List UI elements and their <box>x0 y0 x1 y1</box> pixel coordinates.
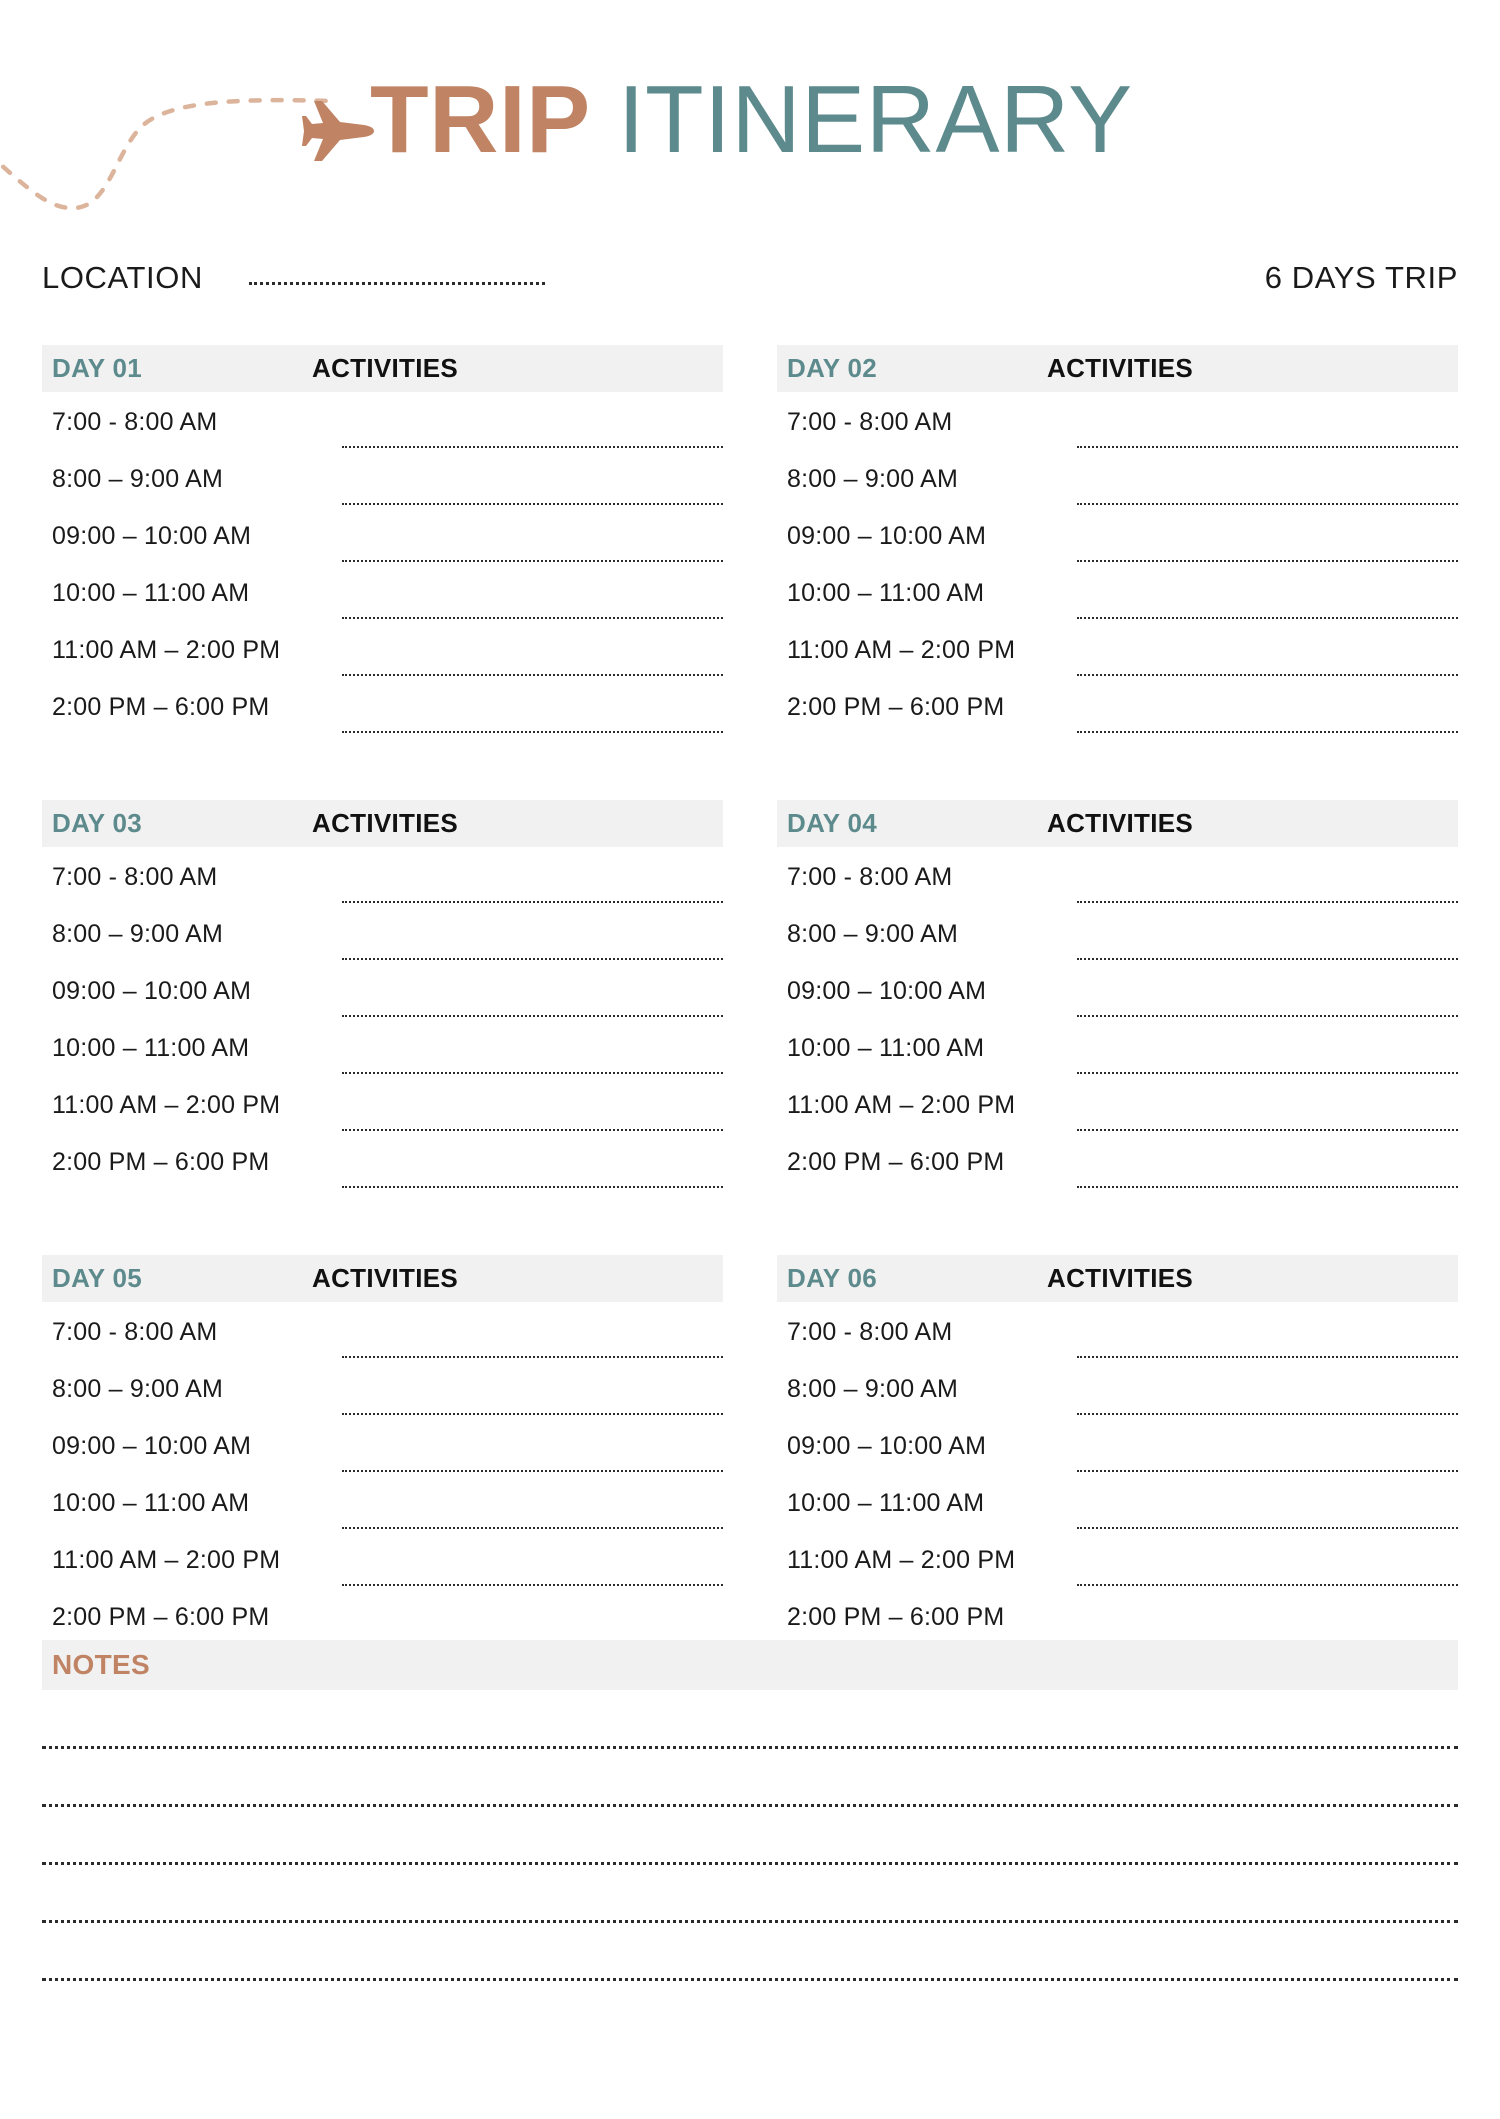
activity-input[interactable] <box>342 446 723 448</box>
time-row <box>777 971 1458 1028</box>
activity-input[interactable] <box>1077 1072 1458 1074</box>
time-row <box>42 1085 723 1142</box>
day-header <box>42 1255 723 1302</box>
day-label: DAY 02 <box>787 353 877 383</box>
time-label: 8:00 – 9:00 AM <box>52 465 223 493</box>
time-label: 11:00 AM – 2:00 PM <box>52 636 281 664</box>
day-header <box>777 800 1458 847</box>
notes-title: NOTES <box>52 1649 150 1680</box>
time-row <box>42 1312 723 1369</box>
activities-label: ACTIVITIES <box>1047 1263 1194 1293</box>
time-label: 7:00 - 8:00 AM <box>52 408 218 436</box>
time-label: 09:00 – 10:00 AM <box>787 977 987 1005</box>
time-row <box>42 630 723 687</box>
day-block <box>42 345 723 744</box>
time-label: 7:00 - 8:00 AM <box>52 1318 218 1346</box>
day-label: DAY 05 <box>52 1263 142 1293</box>
time-label: 09:00 – 10:00 AM <box>52 1432 252 1460</box>
activity-input[interactable] <box>342 958 723 960</box>
time-label: 11:00 AM – 2:00 PM <box>52 1091 281 1119</box>
time-rows <box>42 1302 723 1654</box>
activity-input[interactable] <box>342 1186 723 1188</box>
activities-label: ACTIVITIES <box>1047 353 1194 383</box>
time-label: 11:00 AM – 2:00 PM <box>787 1091 1016 1119</box>
time-label: 09:00 – 10:00 AM <box>52 522 252 550</box>
time-row <box>42 914 723 971</box>
notes-input-line[interactable] <box>42 1746 1458 1749</box>
time-label: 7:00 - 8:00 AM <box>787 863 953 891</box>
activity-input[interactable] <box>1077 901 1458 903</box>
time-rows <box>42 392 723 744</box>
activity-input[interactable] <box>342 1527 723 1529</box>
time-row <box>42 971 723 1028</box>
time-label: 11:00 AM – 2:00 PM <box>52 1546 281 1574</box>
time-rows <box>42 847 723 1199</box>
day-block <box>777 1255 1458 1654</box>
day-header <box>42 345 723 392</box>
day-grid <box>42 345 1458 1654</box>
activity-input[interactable] <box>342 560 723 562</box>
activity-input[interactable] <box>342 1413 723 1415</box>
time-row <box>777 687 1458 744</box>
time-row <box>777 857 1458 914</box>
time-row <box>42 1426 723 1483</box>
day-block <box>42 1255 723 1654</box>
activity-input[interactable] <box>1077 560 1458 562</box>
page-title <box>370 66 1133 173</box>
day-block <box>42 800 723 1199</box>
activities-label: ACTIVITIES <box>312 353 459 383</box>
day-header <box>777 345 1458 392</box>
activity-input[interactable] <box>342 1072 723 1074</box>
activity-input[interactable] <box>1077 731 1458 733</box>
activity-input[interactable] <box>342 1129 723 1131</box>
time-label: 11:00 AM – 2:00 PM <box>787 1546 1016 1574</box>
day-label: DAY 06 <box>787 1263 877 1293</box>
time-rows <box>777 392 1458 744</box>
activity-input[interactable] <box>1077 1129 1458 1131</box>
time-label: 10:00 – 11:00 AM <box>787 1489 985 1517</box>
time-row <box>777 1540 1458 1597</box>
activities-label: ACTIVITIES <box>312 808 459 838</box>
days-trip-label: 6 DAYS TRIP <box>1264 260 1458 295</box>
notes-header <box>42 1640 1458 1690</box>
location-group <box>42 260 545 296</box>
activity-input[interactable] <box>1077 1413 1458 1415</box>
day-block <box>777 345 1458 744</box>
time-row <box>777 1142 1458 1199</box>
notes-input-line[interactable] <box>42 1920 1458 1923</box>
activity-input[interactable] <box>342 731 723 733</box>
time-label: 11:00 AM – 2:00 PM <box>787 636 1016 664</box>
time-label: 8:00 – 9:00 AM <box>787 1375 958 1403</box>
day-label: DAY 01 <box>52 353 142 383</box>
day-block <box>777 800 1458 1199</box>
time-row <box>777 1426 1458 1483</box>
time-rows <box>777 847 1458 1199</box>
activity-input[interactable] <box>342 901 723 903</box>
time-label: 09:00 – 10:00 AM <box>52 977 252 1005</box>
activity-input[interactable] <box>1077 1527 1458 1529</box>
title-itinerary: ITINERARY <box>590 66 1133 173</box>
time-label: 8:00 – 9:00 AM <box>787 920 958 948</box>
activity-input[interactable] <box>342 1584 723 1586</box>
day-header <box>42 800 723 847</box>
time-row <box>42 573 723 630</box>
title-trip: TRIP <box>370 66 591 173</box>
airplane-icon <box>300 96 380 166</box>
time-label: 2:00 PM – 6:00 PM <box>52 693 270 721</box>
time-row <box>777 630 1458 687</box>
time-row <box>777 1483 1458 1540</box>
time-label: 10:00 – 11:00 AM <box>787 1034 985 1062</box>
time-row <box>42 857 723 914</box>
time-row <box>42 1483 723 1540</box>
time-label: 2:00 PM – 6:00 PM <box>52 1603 270 1631</box>
notes-lines <box>42 1690 1458 1981</box>
time-label: 8:00 – 9:00 AM <box>52 1375 223 1403</box>
time-row <box>777 1312 1458 1369</box>
dashed-flight-path-icon <box>0 60 330 210</box>
location-label: LOCATION <box>42 260 203 295</box>
activities-label: ACTIVITIES <box>1047 808 1194 838</box>
day-header <box>777 1255 1458 1302</box>
time-label: 10:00 – 11:00 AM <box>52 579 250 607</box>
time-label: 10:00 – 11:00 AM <box>52 1034 250 1062</box>
time-label: 10:00 – 11:00 AM <box>787 579 985 607</box>
activity-input[interactable] <box>1077 617 1458 619</box>
notes-section <box>42 1640 1458 2036</box>
time-row <box>777 516 1458 573</box>
time-rows <box>777 1302 1458 1654</box>
notes-input-line[interactable] <box>42 1978 1458 1981</box>
time-label: 09:00 – 10:00 AM <box>787 1432 987 1460</box>
time-label: 09:00 – 10:00 AM <box>787 522 987 550</box>
time-label: 8:00 – 9:00 AM <box>52 920 223 948</box>
activity-input[interactable] <box>1077 1470 1458 1472</box>
time-label: 2:00 PM – 6:00 PM <box>787 1148 1005 1176</box>
activities-label: ACTIVITIES <box>312 1263 459 1293</box>
activity-input[interactable] <box>1077 1584 1458 1586</box>
time-label: 7:00 - 8:00 AM <box>52 863 218 891</box>
time-row <box>777 1028 1458 1085</box>
time-row <box>777 402 1458 459</box>
activity-input[interactable] <box>1077 1186 1458 1188</box>
activity-input[interactable] <box>342 1470 723 1472</box>
day-label: DAY 04 <box>787 808 877 838</box>
activity-input[interactable] <box>342 1015 723 1017</box>
time-row <box>777 573 1458 630</box>
activity-input[interactable] <box>342 617 723 619</box>
time-row <box>777 1085 1458 1142</box>
time-row <box>42 402 723 459</box>
activity-input[interactable] <box>1077 1356 1458 1358</box>
time-label: 8:00 – 9:00 AM <box>787 465 958 493</box>
notes-input-line[interactable] <box>42 1862 1458 1865</box>
time-row <box>42 1142 723 1199</box>
activity-input[interactable] <box>342 1356 723 1358</box>
location-input[interactable] <box>249 282 545 285</box>
time-label: 7:00 - 8:00 AM <box>787 408 953 436</box>
page-header <box>0 0 1500 232</box>
time-row <box>42 687 723 744</box>
activity-input[interactable] <box>1077 1015 1458 1017</box>
activity-input[interactable] <box>1077 958 1458 960</box>
time-label: 2:00 PM – 6:00 PM <box>787 1603 1005 1631</box>
time-row <box>42 516 723 573</box>
activity-input[interactable] <box>342 674 723 676</box>
time-label: 2:00 PM – 6:00 PM <box>52 1148 270 1176</box>
time-label: 7:00 - 8:00 AM <box>787 1318 953 1346</box>
time-row <box>42 1028 723 1085</box>
time-label: 2:00 PM – 6:00 PM <box>787 693 1005 721</box>
time-row <box>42 459 723 516</box>
time-row <box>42 1369 723 1426</box>
time-row <box>777 459 1458 516</box>
location-row <box>42 250 1458 296</box>
activity-input[interactable] <box>342 503 723 505</box>
notes-input-line[interactable] <box>42 1804 1458 1807</box>
time-row <box>42 1540 723 1597</box>
time-label: 10:00 – 11:00 AM <box>52 1489 250 1517</box>
time-row <box>777 914 1458 971</box>
activity-input[interactable] <box>1077 446 1458 448</box>
day-label: DAY 03 <box>52 808 142 838</box>
activity-input[interactable] <box>1077 503 1458 505</box>
activity-input[interactable] <box>1077 674 1458 676</box>
time-row <box>777 1369 1458 1426</box>
